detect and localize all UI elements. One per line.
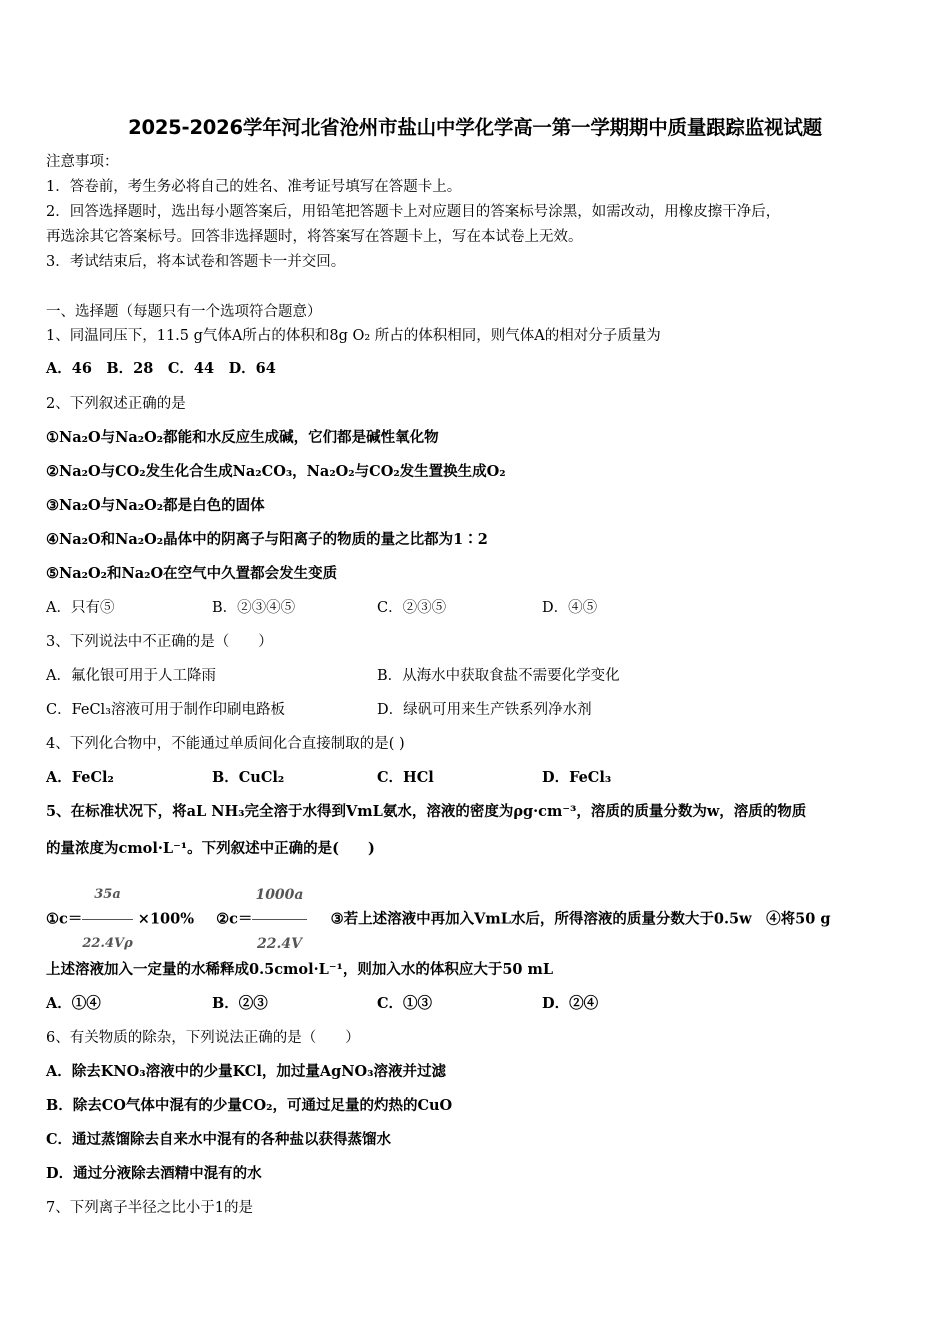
page-title: 2025-2026学年河北省沧州市盐山中学化学高一第一学期期中质量跟踪监视试题 xyxy=(128,116,822,139)
q2-statement-3: ③Na₂O与Na₂O₂都是白色的固体 xyxy=(46,497,265,514)
q6-option-b: B．除去CO气体中混有的少量CO₂，可通过足量的灼热的CuO xyxy=(46,1097,453,1114)
q6-option-c: C．通过蒸馏除去自来水中混有的各种盐以获得蒸馏水 xyxy=(46,1131,392,1148)
notice-item-1: 1．答卷前，考生务必将自己的姓名、准考证号填写在答题卡上。 xyxy=(46,179,462,195)
q1-stem: 1、同温同压下，11.5 g气体A所占的体积和8g O₂ 所占的体积相同，则气体A的相对分子质量为 xyxy=(46,328,661,344)
q5-item-4: 上述溶液加入一定量的水稀释成0.5cmol·L⁻¹，则加入水的体积应大于50 mL xyxy=(46,961,554,978)
q5-fraction-1 xyxy=(82,872,132,967)
q3-option-b: B．从海水中获取食盐不需要化学变化 xyxy=(377,668,620,684)
q5-fraction-1-denominator: 22.4Vρ xyxy=(82,936,133,951)
notice-item-2: 2．回答选择题时，选出每小题答案后，用铅笔把答题卡上对应题目的答案标号涂黑，如需改动，用橡皮擦干净后， xyxy=(46,204,781,220)
q5-item-1-prefix: ①c＝ xyxy=(46,910,83,928)
q6-option-d: D．通过分液除去酒精中混有的水 xyxy=(46,1165,262,1182)
q2-stem: 2、下列叙述正确的是 xyxy=(46,396,186,412)
q6-stem: 6、有关物质的除杂，下列说法正确的是（ ） xyxy=(46,1030,360,1046)
q2-statement-4: ④Na₂O和Na₂O₂晶体中的阴离子与阳离子的物质的量之比都为1∶2 xyxy=(46,531,488,548)
q7-stem: 7、下列离子半径之比小于1的是 xyxy=(46,1200,253,1216)
q4-option-d: D．FeCl₃ xyxy=(542,769,612,786)
notice-item-3: 3．考试结束后，将本试卷和答题卡一并交回。 xyxy=(46,254,346,270)
q4-option-c: C．HCl xyxy=(377,769,434,786)
q2-statement-5: ⑤Na₂O₂和Na₂O在空气中久置都会发生变质 xyxy=(46,565,338,582)
q2-statement-1: ①Na₂O与Na₂O₂都能和水反应生成碱，它们都是碱性氧化物 xyxy=(46,429,439,446)
q6-option-a: A．除去KNO₃溶液中的少量KCl，加过量AgNO₃溶液并过滤 xyxy=(46,1063,446,1080)
q3-option-a: A．氟化银可用于人工降雨 xyxy=(46,668,216,684)
q4-option-a: A．FeCl₂ xyxy=(46,769,114,786)
q5-item-1-suffix: ×100% xyxy=(137,910,194,928)
q5-item-2-prefix: ②c＝ xyxy=(216,910,253,928)
q5-option-d: D．②④ xyxy=(542,995,599,1012)
q5-fraction-2-numerator: 1000a xyxy=(252,872,306,920)
q5-stem-line-1: 5、在标准状况下，将aL NH₃完全溶于水得到VmL氨水，溶液的密度为ρg·cm⁻³，溶质的质量分数为w，溶质的物质 xyxy=(46,803,807,820)
q5-fraction-2 xyxy=(252,872,306,967)
q5-option-b: B．②③ xyxy=(212,995,268,1012)
q5-stem-line-2: 的量浓度为cmol·L⁻¹。下列叙述中正确的是( ) xyxy=(46,840,375,857)
notice-heading: 注意事项： xyxy=(46,154,119,170)
q5-option-c: C．①③ xyxy=(377,995,433,1012)
q5-item-3: ③若上述溶液中再加入VmL水后，所得溶液的质量分数大于0.5w ④将50 g xyxy=(330,910,831,928)
q2-option-b: B．②③④⑤ xyxy=(212,600,296,616)
q2-statement-2: ②Na₂O与CO₂发生化合生成Na₂CO₃，Na₂O₂与CO₂发生置换生成O₂ xyxy=(46,463,506,480)
q2-option-a: A．只有⑤ xyxy=(46,600,115,616)
q5-fraction-2-denominator: 22.4V xyxy=(256,936,302,952)
q5-formula-row xyxy=(46,872,830,967)
q5-fraction-1-numerator: 35a xyxy=(82,872,132,920)
q4-stem: 4、下列化合物中，不能通过单质间化合直接制取的是( ) xyxy=(46,736,405,752)
notice-item-2-cont: 再选涂其它答案标号。回答非选择题时，将答案写在答题卡上，写在本试卷上无效。 xyxy=(46,229,583,245)
q2-option-c: C．②③⑤ xyxy=(377,600,447,616)
q3-stem: 3、下列说法中不正确的是（ ） xyxy=(46,634,273,650)
q3-option-c: C．FeCl₃溶液可用于制作印刷电路板 xyxy=(46,702,285,718)
q2-option-d: D．④⑤ xyxy=(542,600,598,616)
section-heading: 一、选择题（每题只有一个选项符合题意） xyxy=(46,304,322,320)
q5-option-a: A．①④ xyxy=(46,995,101,1012)
q1-options: A．46 B．28 C．44 D．64 xyxy=(46,360,276,377)
q4-option-b: B．CuCl₂ xyxy=(212,769,285,786)
q3-option-d: D．绿矾可用来生产铁系列净水剂 xyxy=(377,702,592,718)
